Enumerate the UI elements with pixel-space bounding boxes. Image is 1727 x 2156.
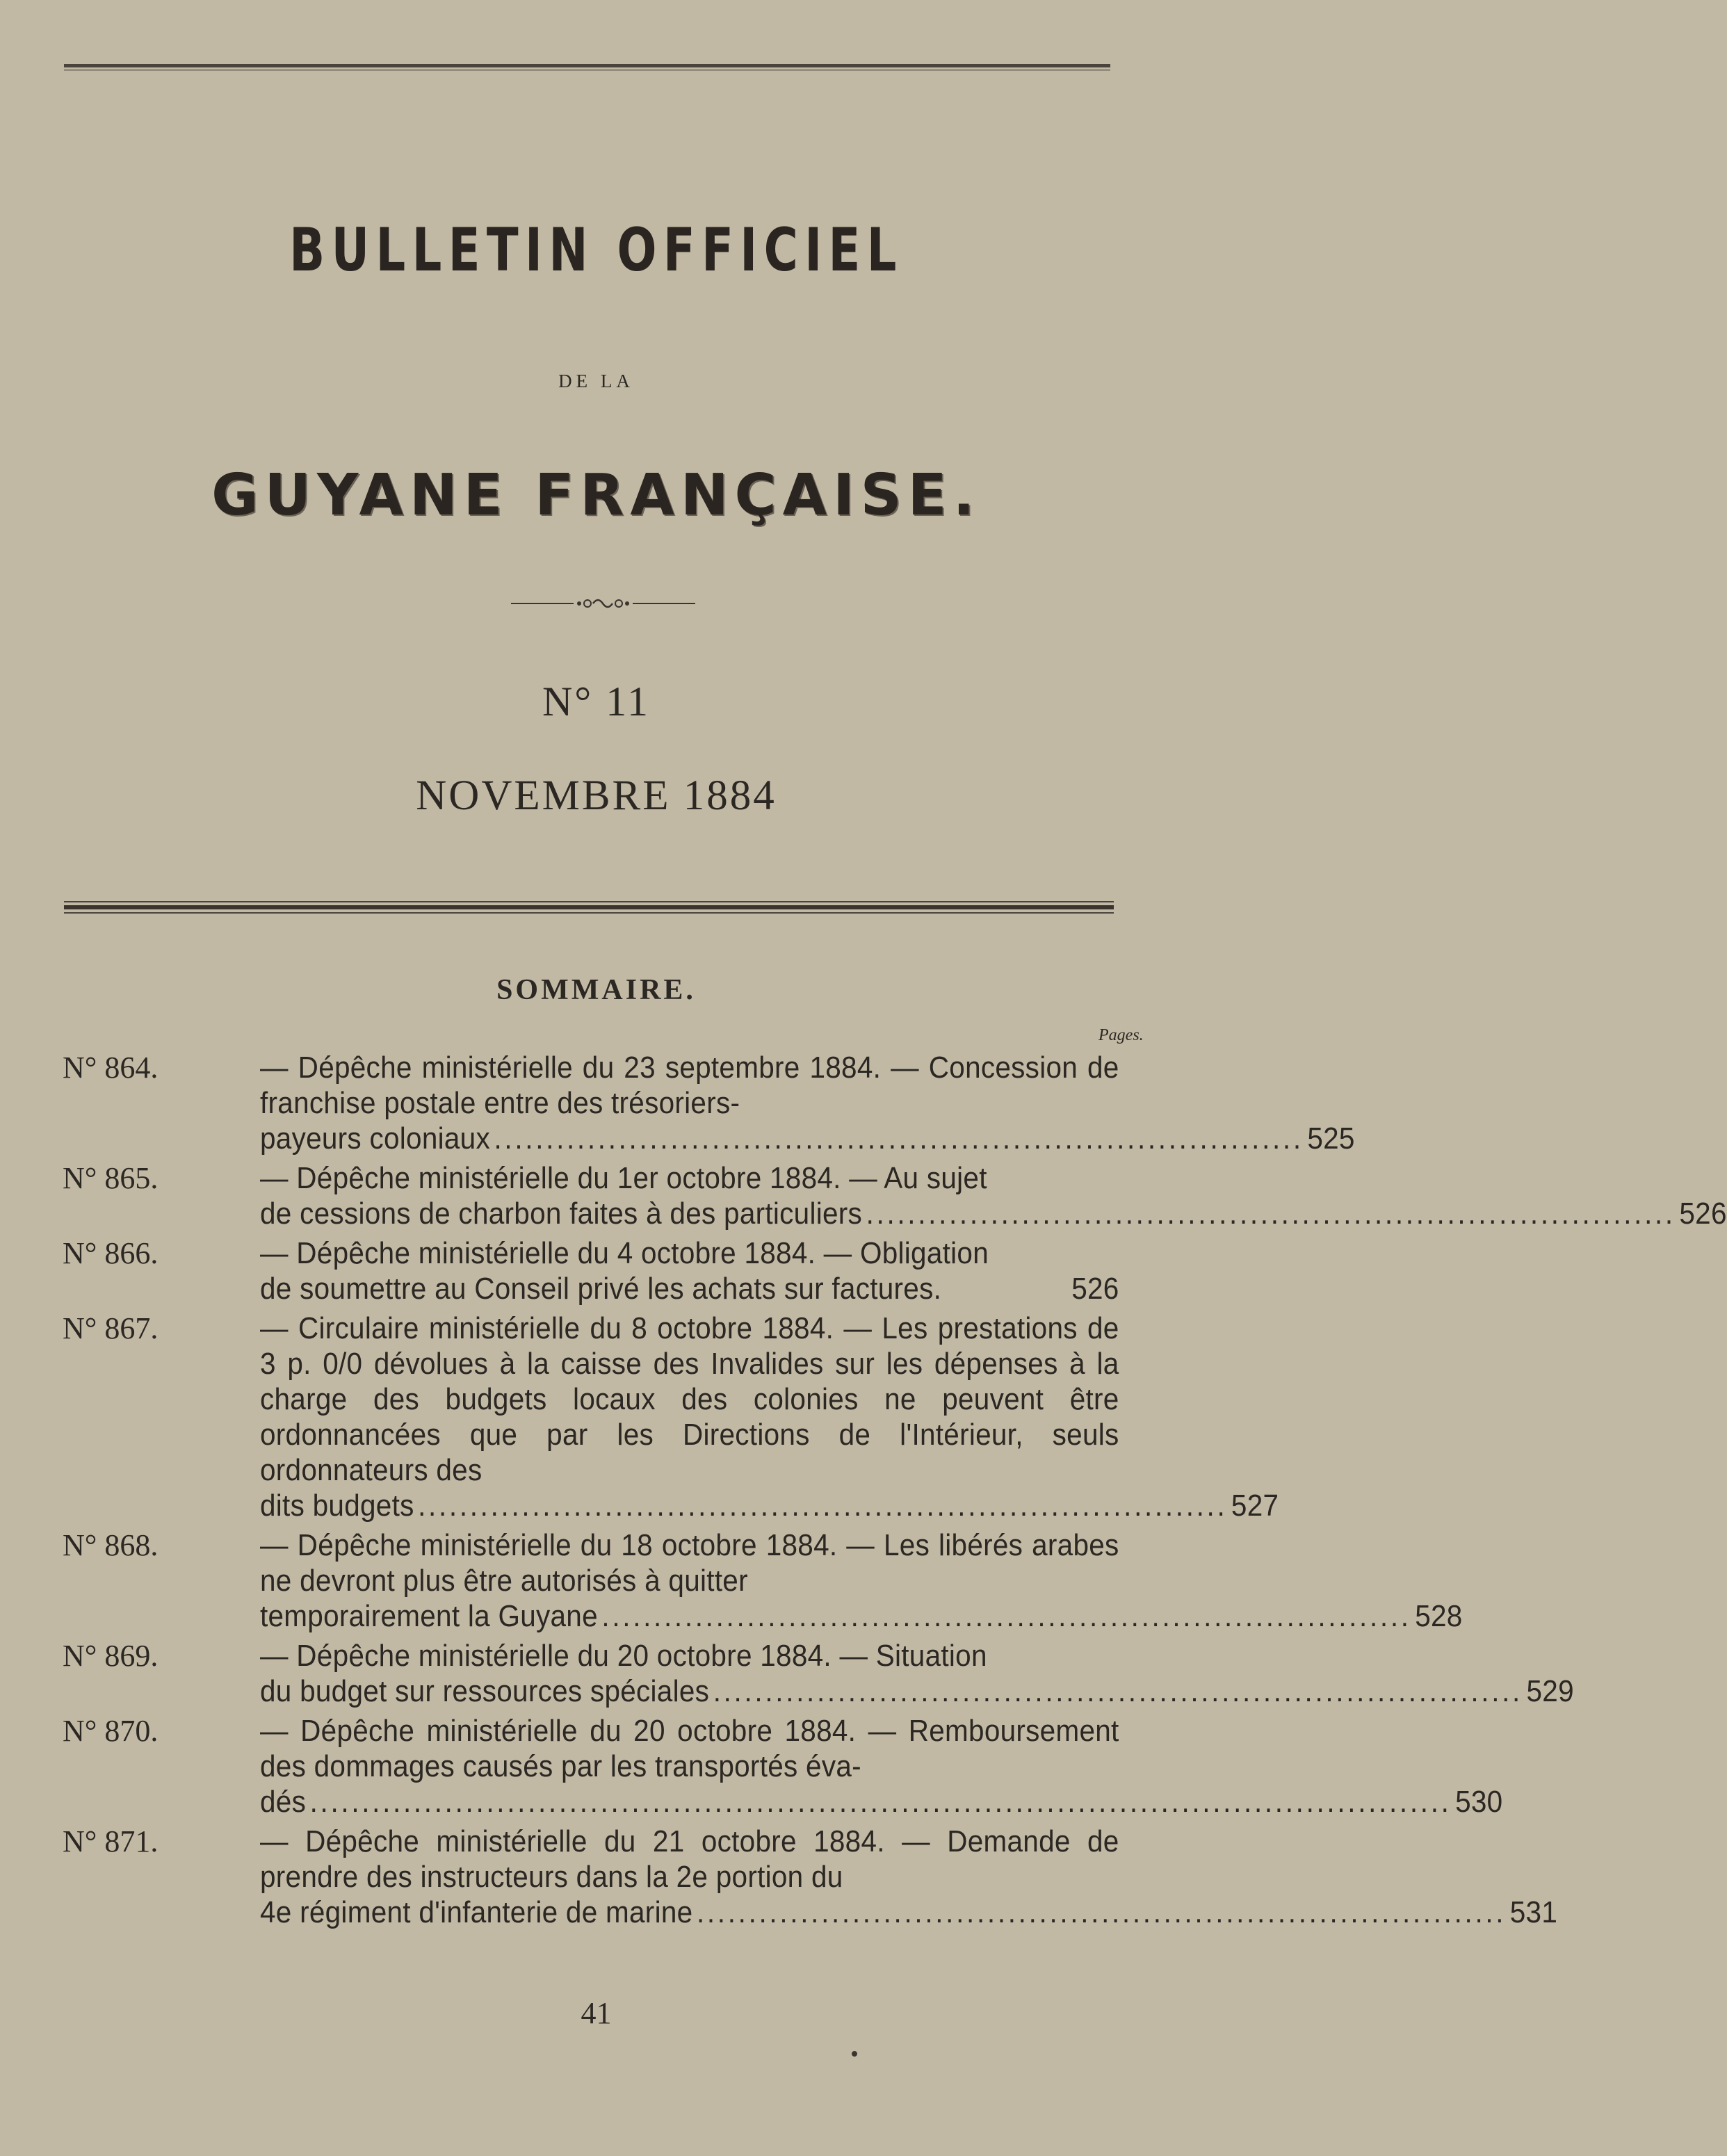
entry-last-line: [260, 1488, 1279, 1523]
entry-text-end: dits budgets: [260, 1489, 414, 1523]
entry-number: N° 870.: [63, 1714, 159, 1748]
entry-text-end: de soumettre au Conseil privé les achats sur factures.: [260, 1272, 942, 1306]
summary-entry: [63, 1824, 1558, 1930]
entry-number: N° 864.: [63, 1051, 159, 1085]
entry-page: 529: [1526, 1674, 1574, 1708]
entry-description: [260, 1050, 1355, 1156]
entry-text-end: de cessions de charbon faites à des particuliers: [260, 1197, 863, 1231]
entry-text: — Dépêche ministérielle du 21 octobre 1884. — Demande de prendre des instructeurs dans la 2e portion du: [260, 1824, 1119, 1894]
entry-last-line: [260, 1271, 1119, 1306]
entry-last-line: [260, 1196, 1727, 1231]
entry-text: — Dépêche ministérielle du 4 octobre 1884. — Obligation: [260, 1236, 989, 1270]
entry-page: 527: [1231, 1489, 1279, 1523]
entry-number: N° 866.: [63, 1236, 159, 1270]
entry-page: 525: [1307, 1121, 1355, 1156]
issue-number: N° 11: [542, 679, 651, 724]
section-rule: [64, 899, 1114, 916]
entry-number: N° 867.: [63, 1311, 159, 1345]
page-folio: 41: [581, 1996, 612, 2030]
entry-description: [260, 1160, 1727, 1231]
ink-speck: [852, 2051, 857, 2057]
summary-entry: [63, 1235, 1126, 1306]
entry-last-line: [260, 1673, 1574, 1709]
entry-description: [260, 1713, 1503, 1819]
entry-text: — Dépêche ministérielle du 18 octobre 1884. — Les libérés arabes ne devront plus être autorisés à quitter: [260, 1528, 1119, 1598]
ornament-divider: [511, 594, 695, 613]
dot-leader: ..............................................................................: [494, 1121, 1304, 1156]
dot-leader: ..............................................................................: [713, 1674, 1523, 1708]
entry-description: [260, 1235, 1119, 1306]
entry-text: — Dépêche ministérielle du 1er octobre 1884. — Au sujet: [260, 1161, 987, 1195]
entry-text-end: temporairement la Guyane: [260, 1599, 598, 1633]
entry-page: 528: [1415, 1599, 1463, 1633]
title-connector: DE LA: [558, 371, 634, 391]
dot-leader: ..............................................................................: [696, 1895, 1507, 1929]
entry-description: [260, 1824, 1558, 1930]
issue-date: NOVEMBRE 1884: [416, 772, 777, 819]
entry-number: N° 868.: [63, 1528, 159, 1562]
entry-last-line: [260, 1895, 1558, 1930]
entry-description: [260, 1311, 1279, 1523]
entry-text-end: 4e régiment d'infanterie de marine: [260, 1895, 693, 1929]
entry-text: — Dépêche ministérielle du 23 septembre 1884. — Concession de franchise postale entre des trésoriers-: [260, 1051, 1119, 1120]
entry-text: — Dépêche ministérielle du 20 octobre 1884. — Remboursement des dommages causés par les transportés éva-: [260, 1714, 1119, 1783]
summary-entry: [63, 1160, 1727, 1231]
entry-page: 526: [1071, 1272, 1119, 1306]
entry-text-end: payeurs coloniaux: [260, 1121, 490, 1156]
summary-entry: [63, 1713, 1503, 1819]
entry-number: N° 871.: [63, 1824, 159, 1858]
entry-last-line: [260, 1121, 1355, 1156]
entry-last-line: [260, 1784, 1503, 1819]
top-rule: [64, 63, 1110, 72]
entry-text: — Dépêche ministérielle du 20 octobre 1884. — Situation: [260, 1639, 987, 1673]
bulletin-title: BULLETIN OFFICIEL: [289, 216, 903, 285]
dot-leader: ..............................................................................: [866, 1197, 1676, 1231]
summary-entry: [63, 1527, 1463, 1634]
colony-title: GUYANE FRANÇAISE.: [211, 462, 981, 528]
dot-leader: ..............................................................................: [418, 1489, 1228, 1523]
entry-page: 531: [1509, 1895, 1558, 1929]
entry-description: [260, 1638, 1574, 1709]
entry-text-end: du budget sur ressources spéciales: [260, 1674, 710, 1708]
summary-list: [63, 1050, 1727, 1934]
entry-description: [260, 1527, 1463, 1634]
summary-entry: [63, 1050, 1355, 1156]
entry-page: 530: [1455, 1785, 1503, 1819]
summary-entry: [63, 1638, 1574, 1709]
pages-column-label: Pages.: [1098, 1026, 1144, 1044]
dot-leader: ..............................................................................................................: [309, 1785, 1452, 1819]
entry-text-end: dés: [260, 1785, 307, 1819]
summary-heading: SOMMAIRE.: [496, 974, 696, 1006]
dot-leader: ..............................................................................: [601, 1599, 1411, 1633]
entry-number: N° 869.: [63, 1639, 159, 1673]
entry-last-line: [260, 1598, 1463, 1634]
summary-entry: [63, 1311, 1279, 1523]
entry-number: N° 865.: [63, 1161, 159, 1195]
entry-page: 526: [1679, 1197, 1727, 1231]
entry-text: — Circulaire ministérielle du 8 octobre 1884. — Les prestations de 3 p. 0/0 dévolues à la caisse des Invalides sur les dépenses à la charge des budgets locaux des colonies ne peuvent être ordonnancées que par les Directions de l'Intérieur, seuls ordonnateurs des: [260, 1311, 1119, 1487]
